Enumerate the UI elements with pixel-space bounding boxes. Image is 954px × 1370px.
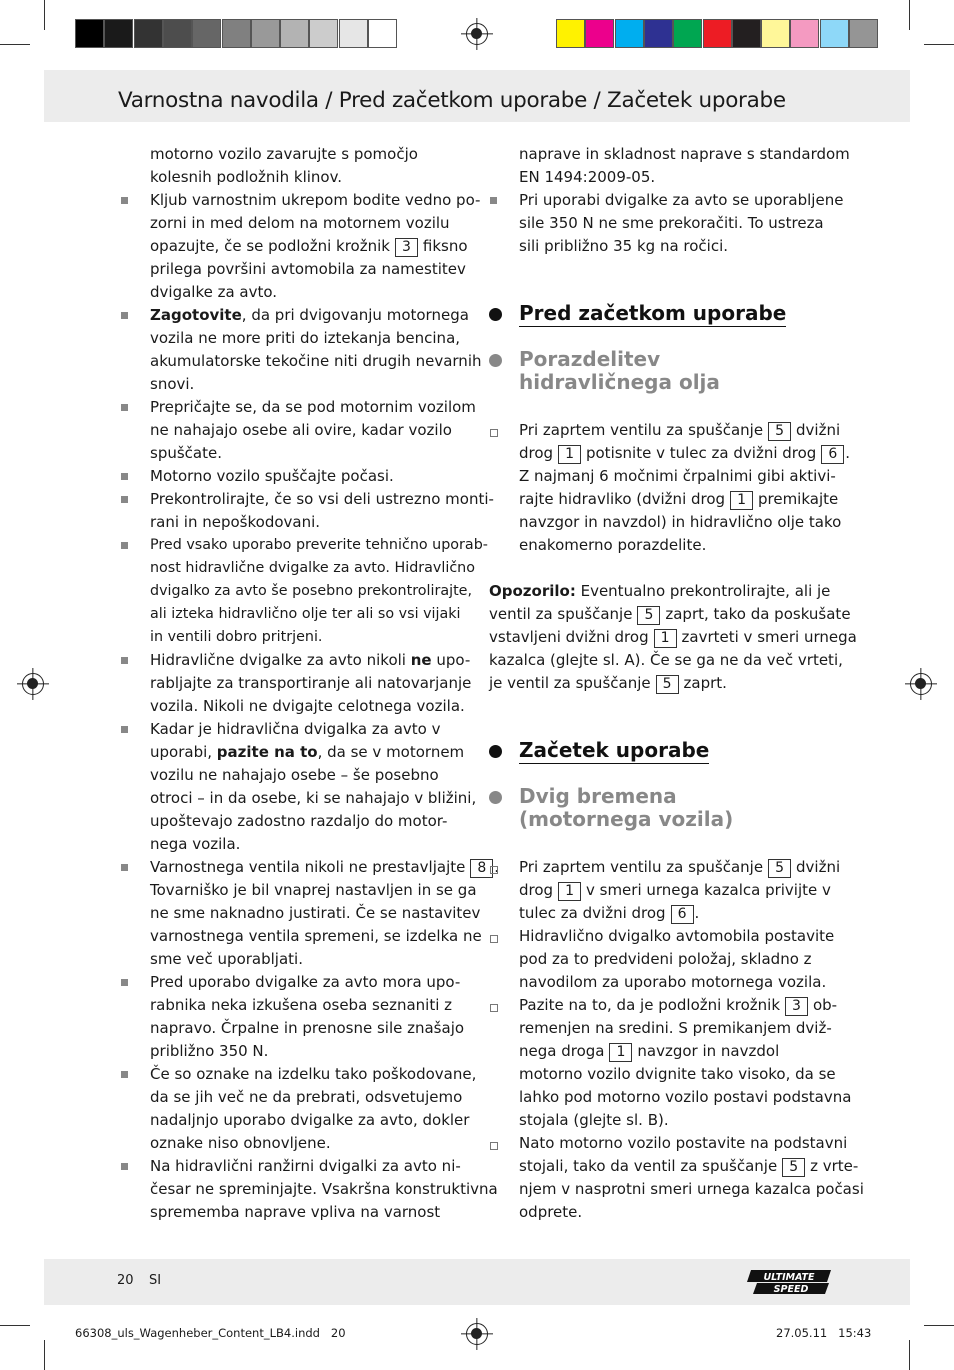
text-span: zaprt, tako da poskušate: [665, 605, 851, 623]
text-line: [519, 419, 840, 442]
reference-number: 1: [558, 882, 581, 901]
text-span: ne nahajajo osebe ali ovire, kadar vozilo: [150, 421, 452, 439]
text-line: [519, 1017, 832, 1040]
text-line: [519, 488, 838, 511]
crop-mark: [44, 1340, 45, 1370]
text-span: zavrteti v smeri urnega: [681, 628, 857, 646]
color-swatch: [339, 19, 368, 48]
text-span: navzgor in navzdol) in hidravlično olje tako: [519, 513, 842, 531]
reference-number: 6: [671, 905, 694, 924]
registration-mark-top: [466, 23, 488, 45]
color-swatch: [280, 19, 309, 48]
text-line: [150, 580, 472, 603]
svg-text:ULTIMATE: ULTIMATE: [763, 1272, 815, 1283]
text-span: Pred uporabo dvigalke za avto mora upo-: [150, 973, 461, 991]
text-line: [150, 442, 222, 465]
text-span: dvižni: [796, 421, 841, 439]
text-span: dvižni: [796, 858, 841, 876]
color-swatch: [644, 19, 673, 48]
heading-bullet: [489, 308, 502, 321]
svg-text:SPEED: SPEED: [773, 1284, 809, 1295]
text-span: nadaljnjo uporabo dvigalke za avto, dokler: [150, 1111, 470, 1129]
text-line: [150, 304, 469, 327]
crop-mark: [924, 44, 954, 45]
text-span: in ventili dobro pritrjeni.: [150, 629, 323, 645]
color-swatch: [104, 19, 133, 48]
text-line: [150, 327, 460, 350]
text-span: vozilu ne nahajajo osebe – še posebno: [150, 766, 439, 784]
text-line: [519, 511, 841, 534]
text-span: varnostnega ventila spremeni, se izdelka ne: [150, 927, 482, 945]
text-span: je ventil za spuščanje: [489, 674, 651, 692]
reference-number: 1: [730, 491, 753, 510]
text-span: Motorno vozilo spuščajte počasi.: [150, 467, 394, 485]
text-span: nega droga: [519, 1042, 605, 1060]
text-span: lahko pod motorno vozilo postavi podstavna: [519, 1088, 852, 1106]
text-span: dvigalko za avto še posebno prekontrolirajte,: [150, 583, 473, 599]
text-line: [150, 465, 394, 488]
color-swatch: [75, 19, 104, 48]
text-span: rabnika neka izkušena oseba seznaniti z: [150, 996, 453, 1014]
text-span: Hidravlično dvigalko avtomobila postavite: [519, 927, 835, 945]
square-bullet: [121, 496, 128, 503]
square-bullet: [121, 979, 128, 986]
text-span: stojali, tako da ventil za spuščanje: [519, 1157, 778, 1175]
text-span: vstavljeni dvižni drog: [489, 628, 649, 646]
page-header: [44, 70, 910, 122]
text-span: otroci – in da osebe, ki se nahajajo v bližini,: [150, 789, 477, 807]
text-line: [519, 925, 834, 948]
color-swatch: [222, 19, 251, 48]
square-bullet: [121, 657, 128, 664]
text-line: [150, 1178, 498, 1201]
text-span: drog: [519, 444, 554, 462]
text-span: EN 1494:2009-05.: [519, 168, 656, 186]
text-line: [519, 143, 850, 166]
bold-text: ne: [410, 651, 432, 669]
registration-mark-right: [910, 673, 932, 695]
square-bullet: [121, 1163, 128, 1170]
text-span: Tovarniško je bil vnaprej nastavljen in se ga: [150, 881, 477, 899]
text-span: oznake niso obnovljene.: [150, 1134, 331, 1152]
text-span: sprememba naprave vpliva na varnost: [150, 1203, 441, 1221]
text-line: [489, 672, 727, 695]
text-line: [150, 1132, 331, 1155]
text-span: naprave in skladnost naprave s standardom: [519, 145, 850, 163]
text-span: Pazite na to, da je podložni krožnik: [519, 996, 781, 1014]
text-span: Prepričajte se, da se pod motornim vozilom: [150, 398, 476, 416]
checkbox-bullet: [490, 1004, 498, 1012]
text-line: [150, 396, 476, 419]
color-swatch: [615, 19, 644, 48]
bold-text: Zagotovite: [150, 306, 242, 324]
text-line: [519, 994, 837, 1017]
text-line: [519, 1155, 858, 1178]
text-span: Nato motorno vozilo postavite na podstavni: [519, 1134, 848, 1152]
reference-number: 1: [558, 445, 581, 464]
text-line: [519, 879, 831, 902]
text-line: [519, 1201, 582, 1224]
text-line: [489, 649, 843, 672]
color-swatch: [673, 19, 702, 48]
text-span: snovi.: [150, 375, 195, 393]
text-span: navodilom za uporabo motornega vozila.: [519, 973, 827, 991]
text-span: tulec za dvižni drog: [519, 904, 666, 922]
text-span: zaprt.: [683, 674, 727, 692]
text-line: [150, 718, 441, 741]
text-span: Kljub varnostnim ukrepom bodite vedno po-: [150, 191, 481, 209]
text-line: [150, 143, 465, 189]
text-line: [150, 649, 470, 672]
square-bullet: [121, 404, 128, 411]
text-span: da se jih več ne da prebrati, odsvetujemo: [150, 1088, 463, 1106]
text-line: [150, 212, 450, 235]
text-line: [150, 1155, 461, 1178]
color-swatch: [790, 19, 819, 48]
text-span: sile 350 N ne sme prekoračiti. To ustreza: [519, 214, 824, 232]
section-heading: [519, 785, 733, 831]
text-line: [519, 212, 824, 235]
text-line: [519, 534, 706, 557]
color-swatch: [820, 19, 849, 48]
heading-line: Dvig bremena: [519, 784, 677, 808]
crop-mark: [909, 1340, 910, 1370]
section-heading: [519, 348, 720, 394]
text-line: [150, 189, 480, 212]
text-span: Varnostnega ventila nikoli ne prestavljajte: [150, 858, 466, 876]
text-line: [150, 373, 194, 396]
text-span: Z najmanj 6 močnimi črpalnimi gibi aktivi-: [519, 467, 836, 485]
text-line: [519, 235, 728, 258]
checkbox-bullet: [490, 1142, 498, 1150]
text-span: rani in nepoškodovani.: [150, 513, 321, 531]
checkbox-bullet: [490, 935, 498, 943]
heading-line: Porazdelitev: [519, 347, 661, 371]
text-span: vozila ne more priti do iztekanja bencina,: [150, 329, 461, 347]
text-span: fiksno: [422, 237, 468, 255]
text-span: sili približno 35 kg na ročici.: [519, 237, 729, 255]
text-line: [150, 1109, 469, 1132]
text-span: , da pri dvigovanju motornega: [241, 306, 469, 324]
text-span: .: [694, 904, 700, 922]
text-line: [519, 442, 850, 465]
text-line: [519, 166, 655, 189]
square-bullet: [121, 542, 128, 549]
color-swatch: [192, 19, 221, 48]
text-line: [150, 810, 447, 833]
text-line: [150, 695, 465, 718]
heading-line: (motornega vozila): [519, 807, 734, 831]
text-span: drog: [519, 881, 554, 899]
text-line: [150, 488, 494, 511]
text-line: [150, 879, 477, 902]
heading-line: hidravličnega olja: [519, 370, 720, 394]
text-line: [519, 189, 843, 212]
text-span: remenjen na sredini. S premikanjem dviž-: [519, 1019, 832, 1037]
text-span: Pri zaprtem ventilu za spuščanje: [519, 858, 764, 876]
color-swatch: [849, 19, 878, 48]
square-bullet: [490, 197, 497, 204]
text-span: česar ne spreminjajte. Vsakršna konstruktivna: [150, 1180, 498, 1198]
color-swatch: [163, 19, 192, 48]
date-slug: 27.05.11 15:43: [776, 1326, 872, 1340]
heading-bullet: [489, 791, 502, 804]
text-line: [150, 281, 277, 304]
text-line: [489, 626, 857, 649]
text-line: [489, 603, 851, 626]
text-span: približno 350 N.: [150, 1042, 269, 1060]
color-swatch: [134, 19, 163, 48]
color-swatch: [309, 19, 338, 48]
text-span: uporabi,: [150, 743, 217, 761]
text-span: Če so oznake na izdelku tako poškodovane,: [150, 1065, 477, 1083]
page-number: 20: [117, 1273, 134, 1288]
text-line: [150, 1063, 476, 1086]
heading-bullet: [489, 745, 502, 758]
text-span: akumulatorske tekočine niti drugih nevarnih: [150, 352, 482, 370]
crop-mark: [0, 1325, 30, 1326]
color-swatch: [585, 19, 614, 48]
text-span: nost hidravlične dvigalke za avto. Hidravlično: [150, 560, 475, 576]
text-span: upo-: [431, 651, 471, 669]
text-line: [489, 580, 830, 603]
text-span: nega vozila.: [150, 835, 241, 853]
color-swatch: [556, 19, 585, 48]
crop-mark: [924, 1325, 954, 1326]
text-span: enakomerno porazdelite.: [519, 536, 707, 554]
text-span: ne sme naknadno justirati. Če se nastavitev: [150, 904, 481, 922]
text-line: [519, 1086, 851, 1109]
crop-mark: [44, 0, 45, 30]
text-span: dvigalke za avto.: [150, 283, 278, 301]
text-line: [150, 603, 461, 626]
language-code: SI: [149, 1273, 162, 1288]
text-line: [150, 833, 240, 856]
section-heading: Začetek uporabe: [519, 738, 710, 762]
text-line: [150, 994, 452, 1017]
text-span: .: [494, 858, 500, 876]
text-line: [519, 1063, 836, 1086]
reference-number: 3: [395, 238, 418, 257]
color-swatch: [732, 19, 761, 48]
text-span: motorno vozilo zavarujte s pomočjo kolesnih podložnih klinov.: [150, 145, 418, 186]
text-span: napravo. Črpalne in prenosne sile znašajo: [150, 1019, 465, 1037]
text-span: odprete.: [519, 1203, 583, 1221]
text-span: prilega površini avtomobila za namestitev: [150, 260, 466, 278]
text-line: [150, 350, 482, 373]
text-span: kazalca (glejte sl. A). Če se ga ne da več vrteti,: [489, 651, 843, 669]
checkbox-bullet: [490, 429, 498, 437]
text-line: [519, 971, 826, 994]
text-line: [150, 511, 320, 534]
text-line: [150, 419, 452, 442]
text-line: [519, 1132, 847, 1155]
text-span: Pri zaprtem ventilu za spuščanje: [519, 421, 764, 439]
reference-number: 5: [768, 859, 791, 878]
text-span: njem v nasprotni smeri urnega kazalca počasi: [519, 1180, 864, 1198]
text-line: [519, 1040, 779, 1063]
reference-number: 5: [782, 1158, 805, 1177]
text-span: .: [845, 444, 851, 462]
registration-mark-bottom: [466, 1323, 488, 1345]
square-bullet: [121, 312, 128, 319]
text-span: opazujte, če se podložni krožnik: [150, 237, 390, 255]
square-bullet: [121, 197, 128, 204]
text-line: [150, 1201, 440, 1224]
text-line: [150, 258, 466, 281]
reference-number: 5: [656, 675, 679, 694]
color-swatch: [761, 19, 790, 48]
text-line: [150, 856, 499, 879]
checkbox-bullet: [490, 866, 498, 874]
text-line: [519, 856, 840, 879]
text-span: v smeri urnega kazalca privijte v: [585, 881, 831, 899]
text-line: [150, 741, 464, 764]
text-span: premikajte: [757, 490, 839, 508]
square-bullet: [121, 1071, 128, 1078]
text-line: [150, 235, 468, 258]
reference-number: 8: [470, 859, 493, 878]
text-span: stojala (glejte sl. B).: [519, 1111, 669, 1129]
text-line: [150, 971, 460, 994]
text-line: [150, 902, 480, 925]
text-span: Na hidravlični ranžirni dvigalki za avto ni-: [150, 1157, 461, 1175]
color-swatch: [251, 19, 280, 48]
text-line: [519, 465, 836, 488]
text-span: Hidravlične dvigalke za avto nikoli: [150, 651, 411, 669]
text-span: motorno vozilo dvignite tako visoko, da se: [519, 1065, 836, 1083]
square-bullet: [121, 726, 128, 733]
text-span: z vrte-: [810, 1157, 859, 1175]
reference-number: 5: [768, 422, 791, 441]
text-span: , da se v motornem: [317, 743, 465, 761]
file-slug: 66308_uls_Wagenheber_Content_LB4.indd 20: [75, 1326, 346, 1340]
ultimate-speed-logo: [747, 1269, 833, 1295]
crop-mark: [909, 0, 910, 30]
registration-mark-left: [22, 673, 44, 695]
color-swatch: [703, 19, 732, 48]
text-line: [150, 1040, 268, 1063]
text-span: rajte hidravliko (dvižni drog: [519, 490, 726, 508]
text-span: Prekontrolirajte, če so vsi deli ustrezno monti-: [150, 490, 494, 508]
text-line: [519, 948, 812, 971]
text-span: zorni in med delom na motornem vozilu: [150, 214, 450, 232]
color-swatch: [368, 19, 397, 48]
text-span: ali izteka hidravlično olje ter ali so vsi vijaki: [150, 606, 461, 622]
text-span: pod za to predvideni položaj, skladno z: [519, 950, 812, 968]
text-span: ob-: [812, 996, 838, 1014]
bold-text: Opozorilo:: [489, 582, 576, 600]
text-line: [519, 1178, 864, 1201]
section-heading: Pred začetkom uporabe: [519, 301, 787, 325]
reference-number: 5: [637, 606, 660, 625]
reference-number: 1: [654, 629, 677, 648]
text-span: sme več uporabljati.: [150, 950, 303, 968]
text-span: navzgor in navzdol: [637, 1042, 780, 1060]
square-bullet: [121, 864, 128, 871]
text-line: [519, 902, 699, 925]
text-line: [150, 672, 471, 695]
text-span: spuščate.: [150, 444, 222, 462]
crop-mark: [0, 44, 30, 45]
text-line: [150, 787, 476, 810]
text-line: [150, 948, 303, 971]
text-line: [150, 1086, 462, 1109]
bold-text: pazite na to: [216, 743, 318, 761]
heading-bullet: [489, 354, 502, 367]
text-line: [150, 1017, 464, 1040]
text-span: rabljajte za transportiranje ali natovarjanje: [150, 674, 472, 692]
reference-number: 1: [609, 1043, 632, 1062]
text-span: potisnite v tulec za dvižni drog: [585, 444, 817, 462]
reference-number: 6: [821, 445, 844, 464]
text-span: Kadar je hidravlična dvigalka za avto v: [150, 720, 441, 738]
text-span: Eventualno prekontrolirajte, ali je: [575, 582, 831, 600]
text-line: [150, 557, 475, 580]
text-line: [519, 1109, 669, 1132]
text-span: Pri uporabi dvigalke za avto se uporabljene: [519, 191, 844, 209]
page-title: Varnostna navodila / Pred začetkom uporabe / Začetek uporabe: [118, 88, 786, 113]
text-span: upoštevajo zadostno razdaljo do motor-: [150, 812, 448, 830]
reference-number: 3: [785, 997, 808, 1016]
text-span: Pred vsako uporabo preverite tehnično uporab-: [150, 537, 488, 553]
text-span: vozila. Nikoli ne dvigajte celotnega vozila.: [150, 697, 465, 715]
text-line: [150, 764, 439, 787]
text-span: ventil za spuščanje: [489, 605, 633, 623]
text-line: [150, 626, 322, 649]
text-line: [150, 925, 482, 948]
text-line: [150, 534, 488, 557]
square-bullet: [121, 473, 128, 480]
